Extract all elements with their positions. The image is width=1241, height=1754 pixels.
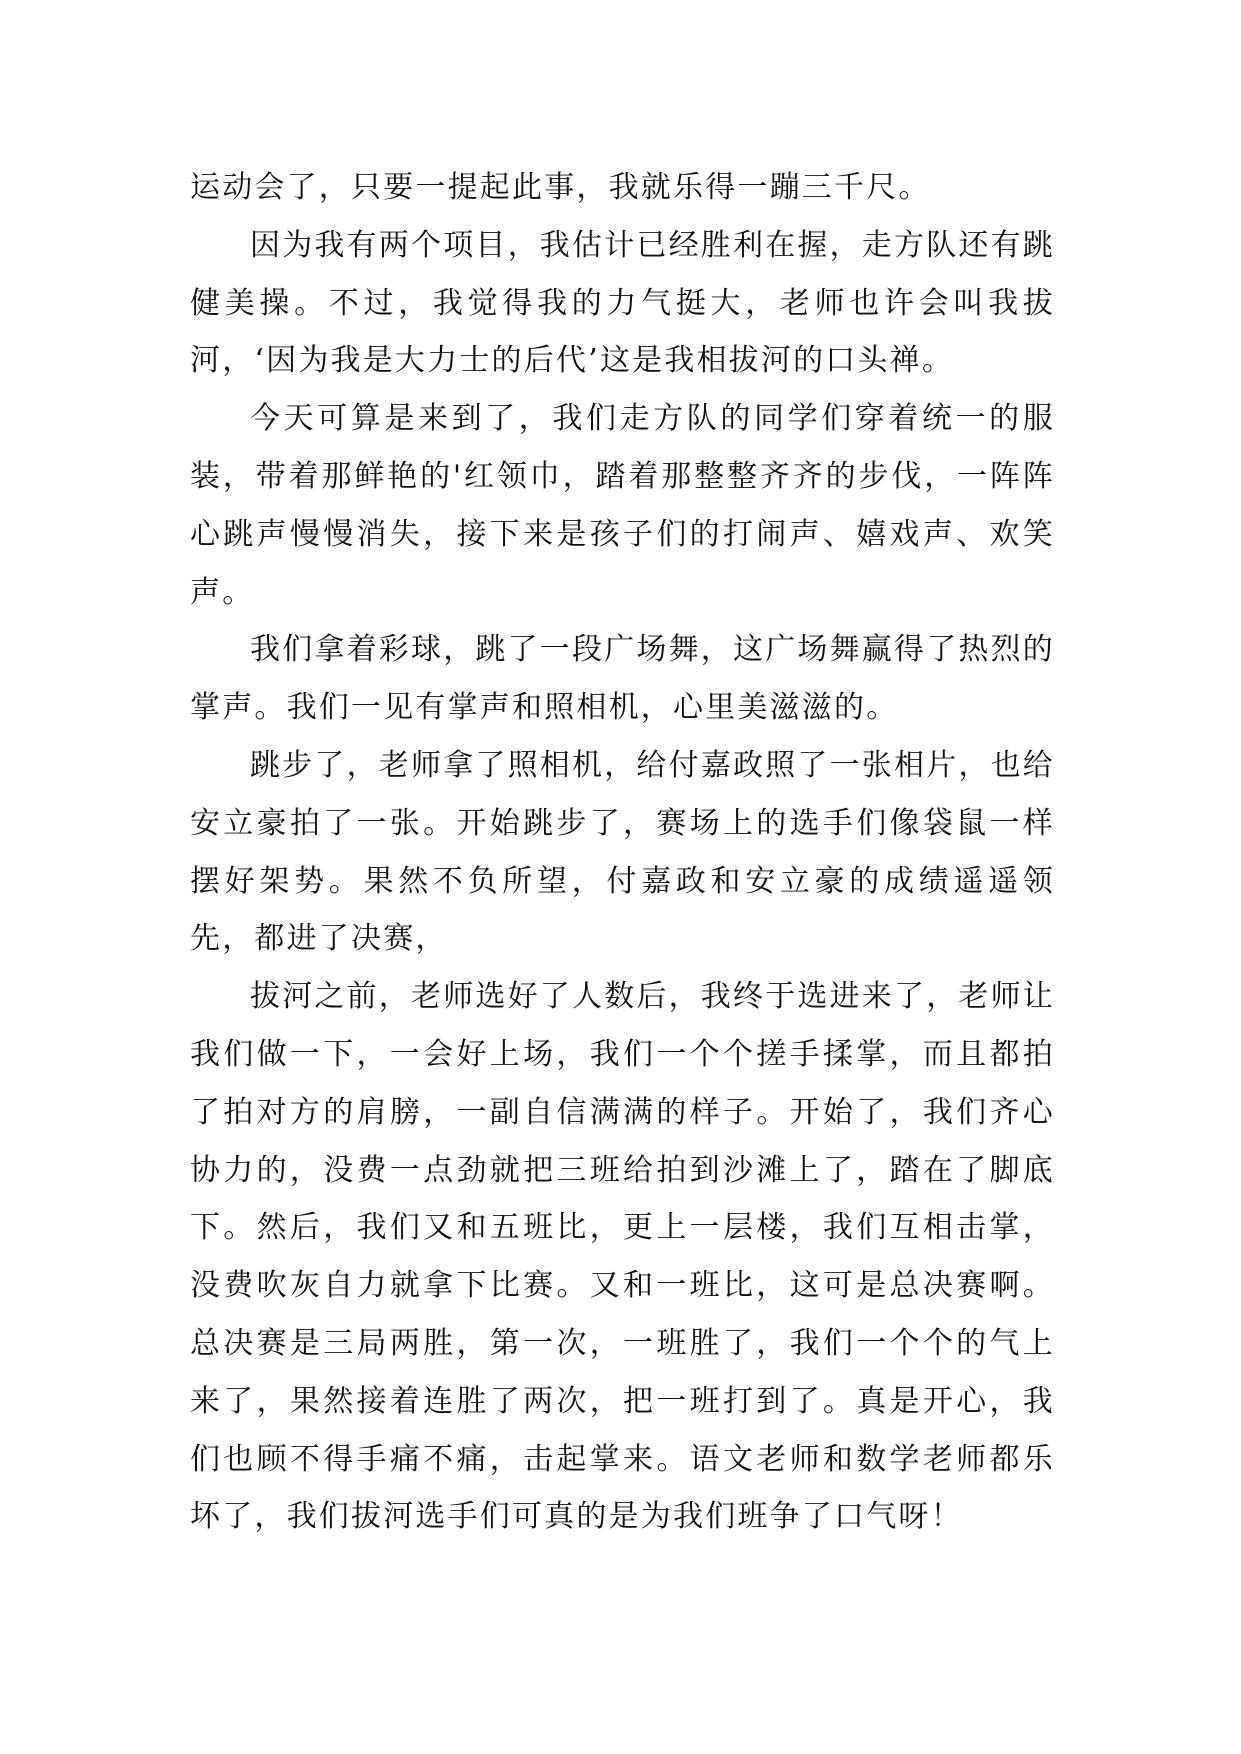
paragraph-1: 运动会了，只要一提起此事，我就乐得一蹦三千尺。	[190, 170, 931, 205]
paragraph-5: 跳步了，老师拿了照相机，给付嘉政照了一张相片，也给安立豪拍了一张。开始跳步了，赛场上的选手们像袋鼠一样摆好架势。果然不负所望，付嘉政和安立豪的成绩遥遥领先，都进了决赛，	[190, 747, 1055, 957]
paragraph-4: 我们拿着彩球，跳了一段广场舞，这广场舞赢得了热烈的掌声。我们一见有掌声和照相机，心里美滋滋的。	[190, 632, 1055, 726]
paragraph-2: 因为我有两个项目，我估计已经胜利在握，走方队还有跳健美操。不过，我觉得我的力气挺大，老师也许会叫我拔河，‘因为我是大力士的后代’这是我相拔河的口头禅。	[190, 227, 1055, 379]
document-body	[190, 159, 1055, 1546]
paragraph-3: 今天可算是来到了，我们走方队的同学们穿着统一的服装，带着那鲜艳的'红领巾，踏着那整整齐齐的步伐，一阵阵心跳声慢慢消失，接下来是孩子们的打闹声、嬉戏声、欢笑声。	[190, 401, 1055, 610]
paragraph-6: 拔河之前，老师选好了人数后，我终于选进来了，老师让我们做一下，一会好上场，我们一个个搓手揉掌，而且都拍了拍对方的肩膀，一副自信满满的样子。开始了，我们齐心协力的，没费一点劲就把三班给拍到沙滩上了，踏在了脚底下。然后，我们又和五班比，更上一层楼，我们互相击掌，没费吹灰自力就拿下比赛。又和一班比，这可是总决赛啊。总决赛是三局两胜，第一次，一班胜了，我们一个个的气上来了，果然接着连胜了两次，把一班打到了。真是开心，我们也顾不得手痛不痛，击起掌来。语文老师和数学老师都乐坏了，我们拔河选手们可真的是为我们班争了口气呀！	[190, 979, 1055, 1535]
